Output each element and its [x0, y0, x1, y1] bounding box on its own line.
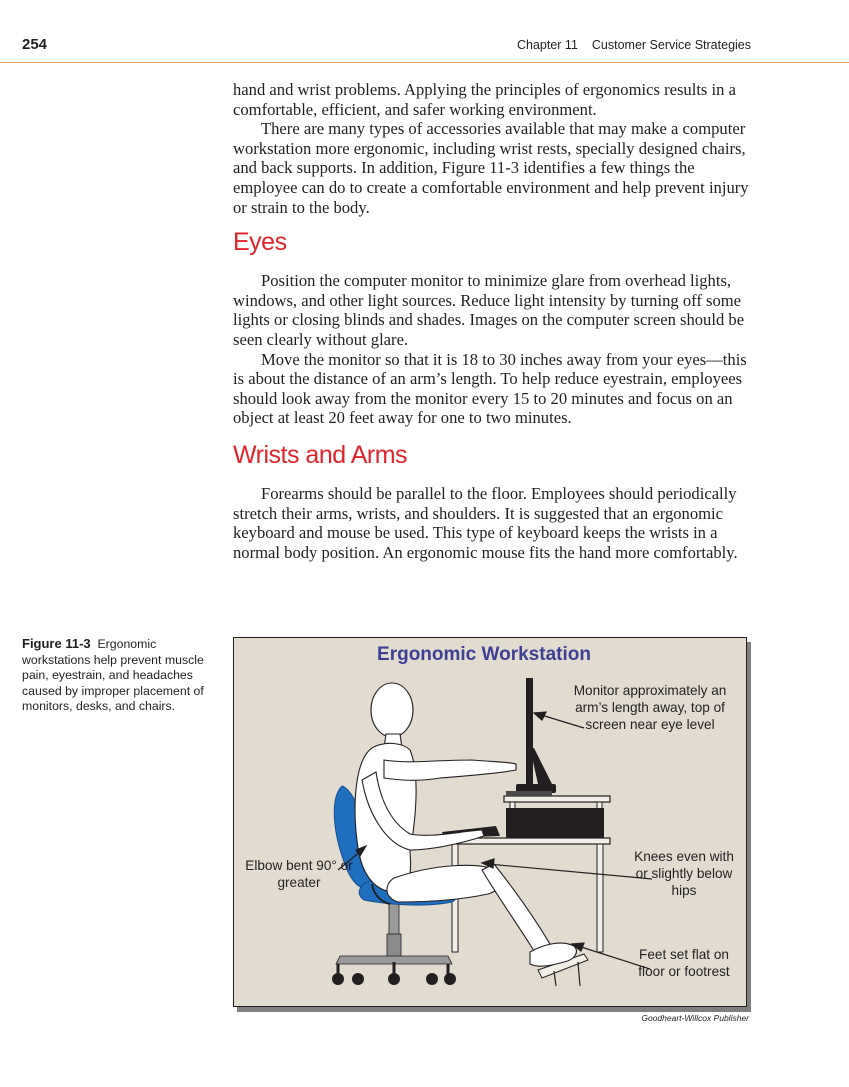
label-elbow: Elbow bent 90° or greater: [245, 858, 353, 890]
running-head: [517, 38, 751, 52]
monitor: [506, 678, 556, 796]
label-knees: Knees even with or slightly below hips: [634, 849, 734, 898]
chapter-title: Customer Service Strategies: [591, 38, 751, 52]
chair-caster: [426, 973, 438, 985]
page-number: 254: [22, 36, 48, 53]
intro-paragraph-1: hand and wrist problems. Applying the principles of ergonomics results in a comfortable, efficient, and safer working environment.: [233, 80, 736, 119]
chair-caster: [388, 973, 400, 985]
main-text: [233, 80, 753, 562]
figure-number: Figure 11-3: [22, 636, 91, 651]
heading-eyes: Eyes: [233, 228, 287, 257]
figure-title: Ergonomic Workstation: [377, 644, 591, 665]
intro-paragraph-2: There are many types of accessories available that may make a computer workstation more ergonomic, including wrist rests, specially designed chairs, and back supports. In addition, Figure 11-3 identifies a few things the employee can do to create a comfortable environment and help prevent injury or strain to the body.: [233, 119, 749, 217]
eyes-paragraph-2: Move the monitor so that it is 18 to 30 inches away from your eyes—this is about the distance of an arm’s length. To help reduce eyestrain, employees should look away from the monitor every 15 to 20 minutes and focus on an object at least 20 feet away for one to two minutes.: [233, 349, 747, 428]
heading-wrists-and-arms: Wrists and Arms: [233, 440, 408, 469]
ergonomic-workstation-figure: [233, 637, 747, 1007]
chapter-number: Chapter 11: [516, 38, 578, 52]
chair-caster: [352, 973, 364, 985]
eyes-paragraph-1: Position the computer monitor to minimize glare from overhead lights, windows, and other light sources. Reduce light intensity by turning off some lights or closing blinds and shades. Images on the computer screen should be seen clearly without glare.: [233, 271, 745, 349]
wrists-paragraph-1: Forearms should be parallel to the floor. Employees should periodically stretch their arms, wrists, and shoulders. It is suggested that an ergonomic keyboard and mouse be used. This type of keyboard keeps the wrists in a normal body position. An ergonomic mouse fits the hand more comfortably.: [233, 483, 738, 562]
image-credit: Goodheart-Willcox Publisher: [641, 1013, 749, 1023]
figure-caption: [22, 636, 212, 715]
label-monitor: Monitor approximately an arm’s length away, top of screen near eye level: [573, 683, 727, 732]
chair-caster: [444, 973, 456, 985]
chair-caster: [332, 973, 344, 985]
label-feet: Feet set flat on floor or footrest: [638, 947, 730, 979]
header-rule: [0, 62, 849, 63]
figure-caption-text: Ergonomic workstations help prevent muscle pain, eyestrain, and headaches caused by improper placement of monitors, desks, and chairs.: [22, 637, 204, 714]
